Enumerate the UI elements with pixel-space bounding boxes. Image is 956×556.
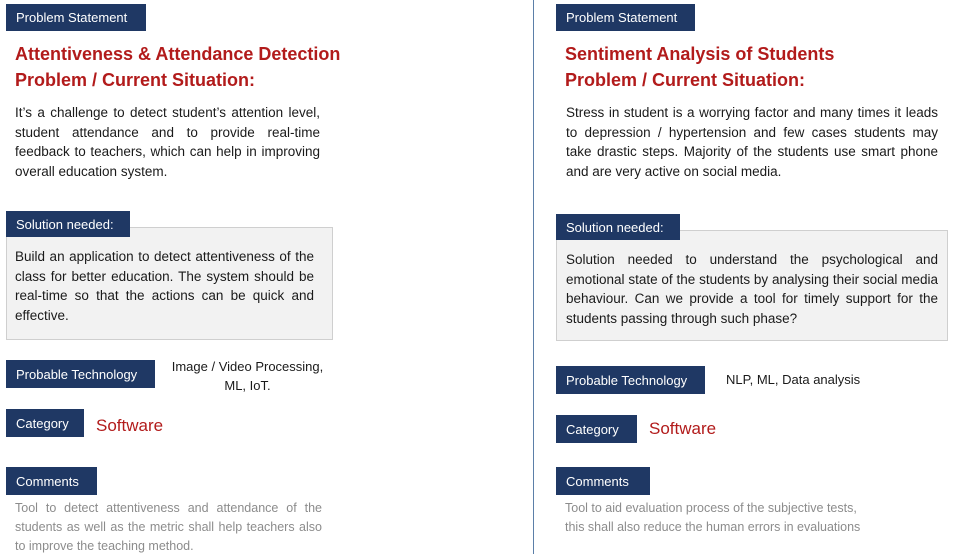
problem-description: Stress in student is a worrying factor and many times it leads to depression / hypertension and few cases students may take drastic steps. Majority of the students use smart phone and are very active on social media. [566, 105, 938, 179]
problem-title [565, 41, 834, 93]
probable-technology-tag: Probable Technology [6, 360, 155, 388]
problem-statement-tag: Problem Statement [556, 4, 695, 31]
probable-technology-tag: Probable Technology [556, 366, 705, 394]
problem-title-line1: Sentiment Analysis of Students [565, 44, 835, 64]
comments-line2: this shall also reduce the human errors in evaluations [565, 520, 861, 534]
technology-line2: ML, IoT. [224, 378, 271, 393]
category-tag: Category [556, 415, 637, 443]
category-value: Software [649, 419, 717, 438]
solution-needed-tag: Solution needed: [556, 214, 680, 240]
problem-subtitle: Problem / Current Situation: [565, 70, 806, 90]
category-tag: Category [6, 409, 84, 437]
category-value: Software [96, 416, 164, 435]
technology-value [165, 357, 330, 395]
problem-statement-tag: Problem Statement [6, 4, 146, 31]
solution-description: Solution needed to understand the psychological and emotional state of the students by analysing their social media behaviour. Can we provide a tool for timely support for the students passing through such phase? [566, 252, 938, 326]
comments-text: Tool to detect attentiveness and attendance of the students as well as the metric shall help teachers also to improve the teaching method. [15, 501, 322, 553]
problem-description: It’s a challenge to detect student’s attention level, student attendance and to provide real-time feedback to teachers, which can help in improving overall education system. [15, 105, 320, 179]
problem-subtitle: Problem / Current Situation: [15, 70, 256, 90]
right-problem-card [534, 0, 956, 554]
technology-value: NLP, ML, Data analysis [726, 372, 861, 387]
comments-tag: Comments [556, 467, 650, 495]
solution-needed-tag: Solution needed: [6, 211, 130, 237]
problem-title [15, 41, 340, 93]
solution-description: Build an application to detect attentiveness of the class for better education. The system should be real-time so that the actions can be quick and effective. [15, 249, 314, 323]
comments-tag: Comments [6, 467, 97, 495]
comments-line1: Tool to aid evaluation process of the subjective tests, [565, 501, 857, 515]
problem-title-line1: Attentiveness & Attendance Detection [15, 44, 341, 64]
technology-line1: Image / Video Processing, [171, 359, 324, 374]
comments-text [565, 499, 925, 537]
